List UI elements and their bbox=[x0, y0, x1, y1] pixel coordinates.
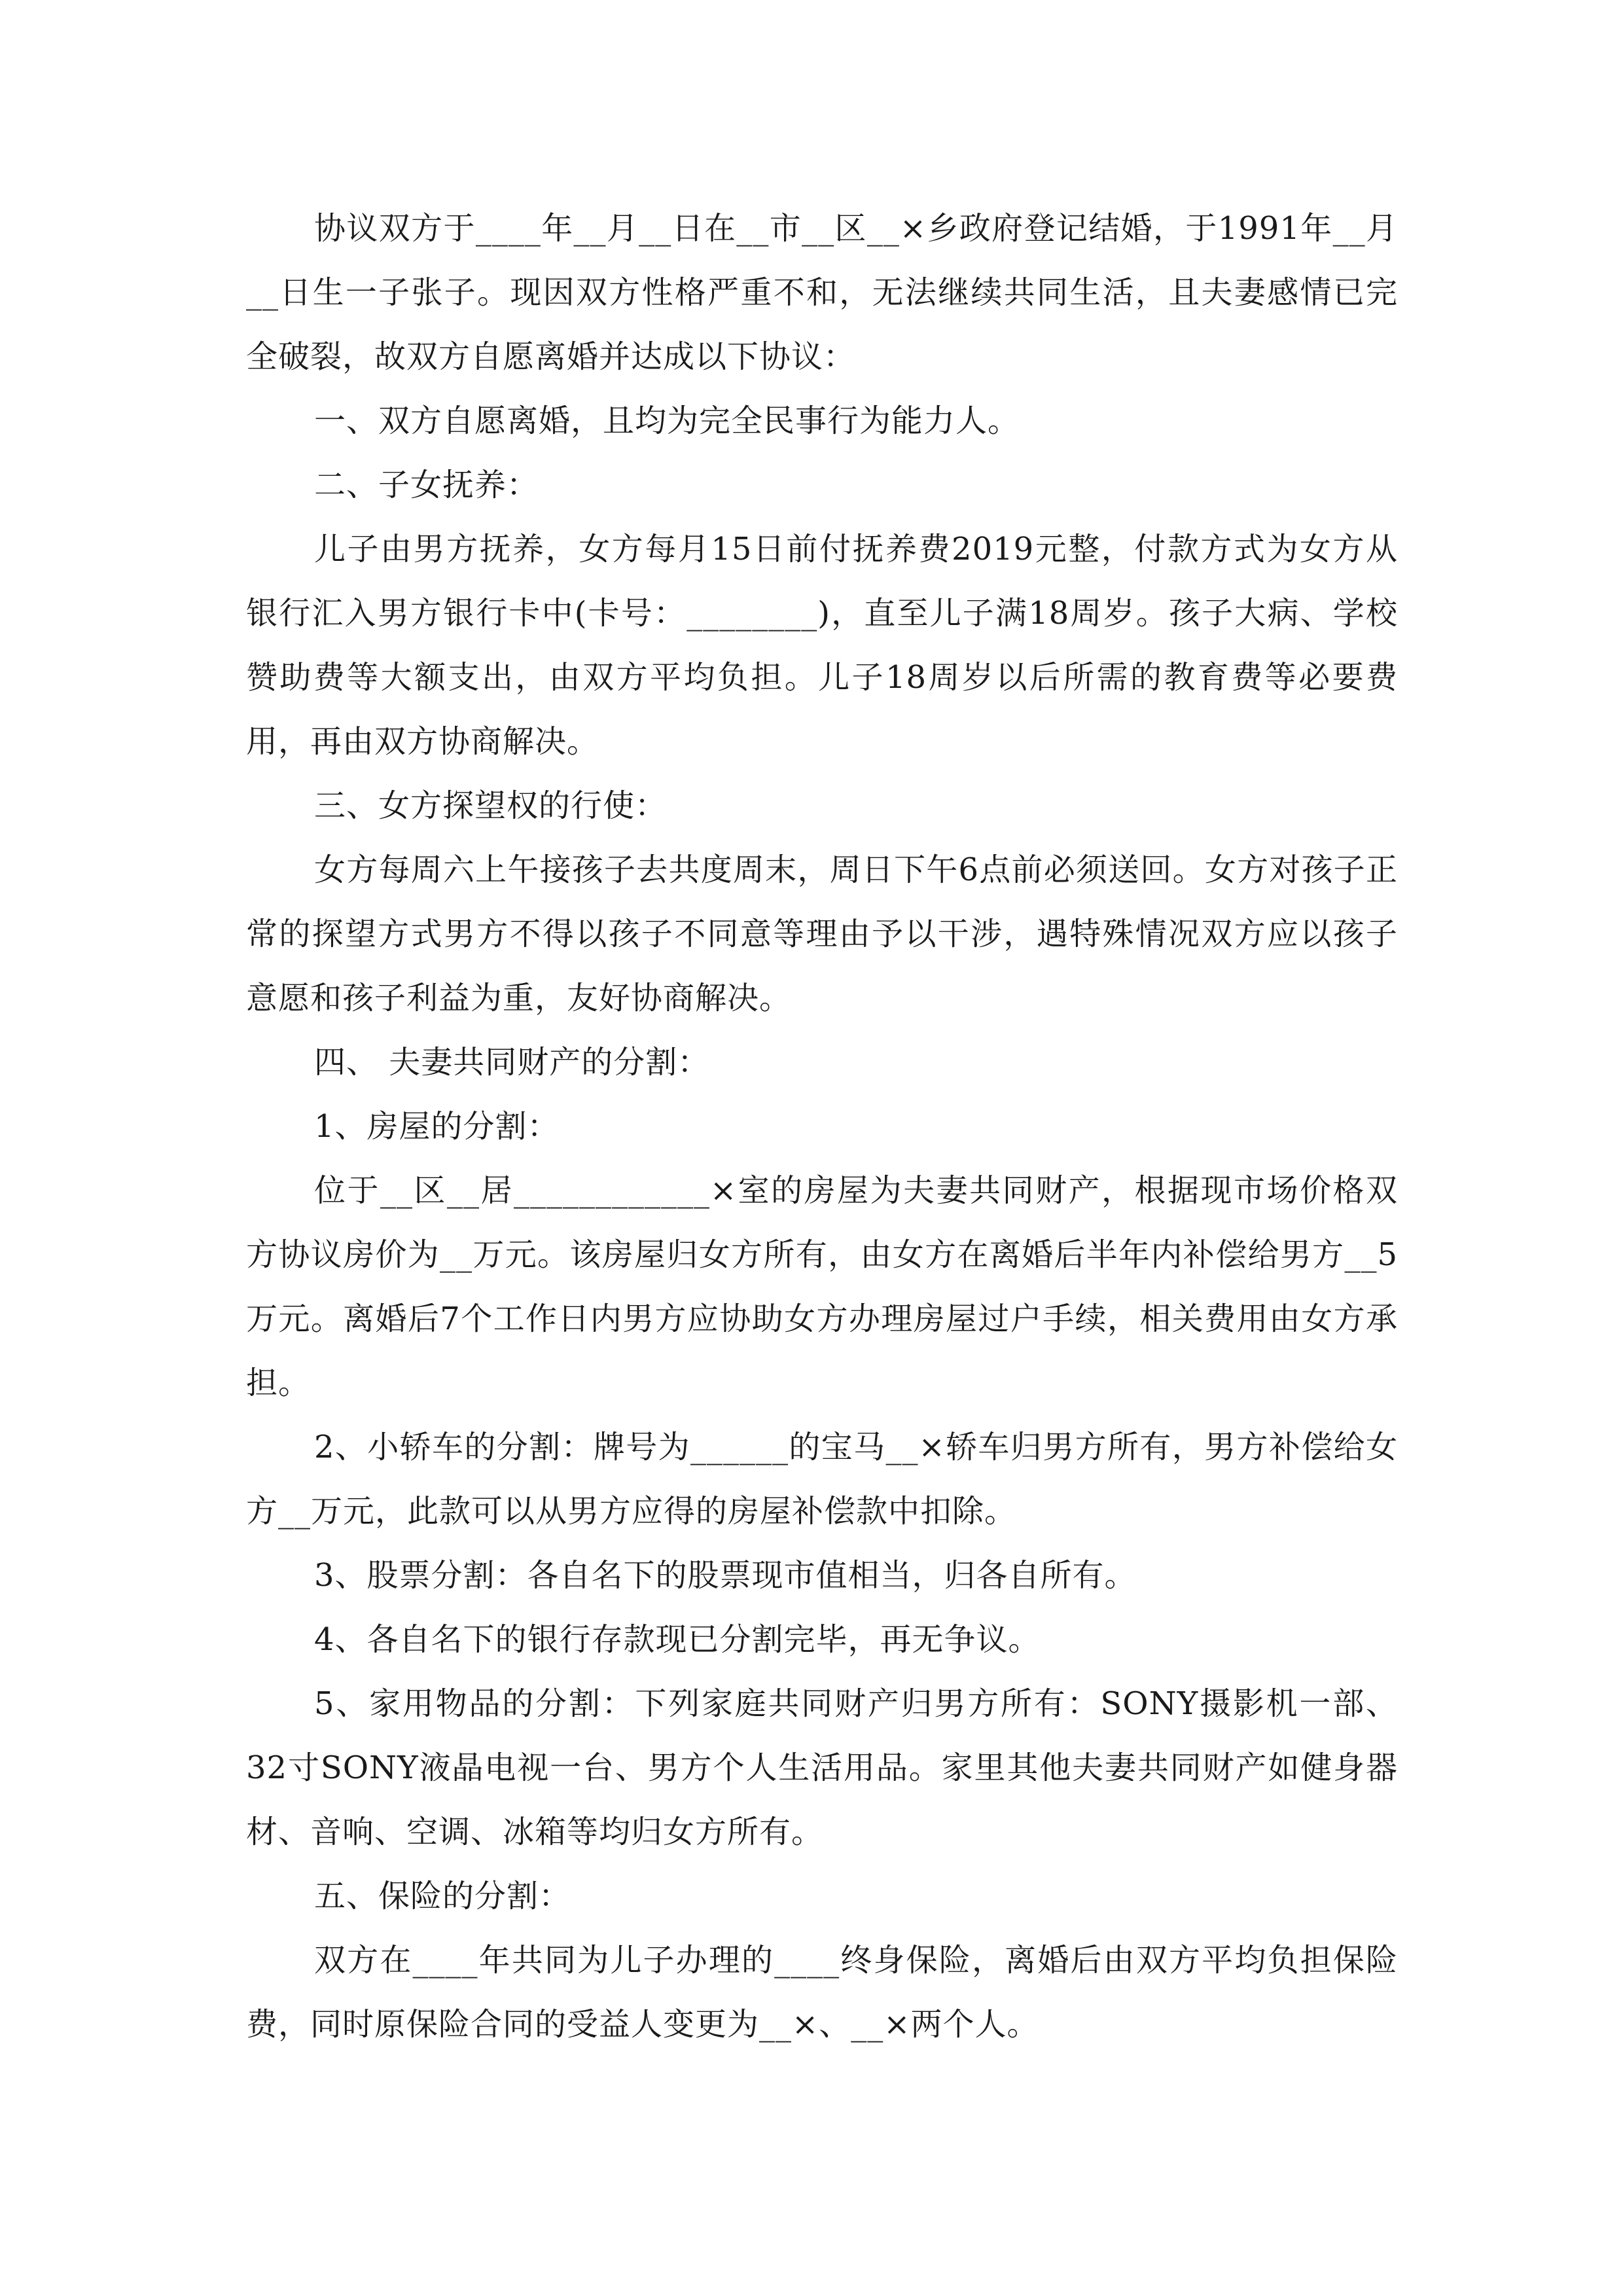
paragraph-insurance-division: 双方在____年共同为儿子办理的____终身保险，离婚后由双方平均负担保险费，同时原保险合同的受益人变更为__×、__×两个人。 bbox=[246, 1942, 1398, 2043]
heading-visitation: 三、女方探望权的行使： bbox=[314, 787, 668, 824]
paragraph-car-division: 2、小轿车的分割：牌号为______的宝马__×轿车归男方所有，男方补偿给女方__万元，此款可以从男方应得的房屋补偿款中扣除。 bbox=[246, 1429, 1398, 1530]
heading-property-division: 四、 夫妻共同财产的分割： bbox=[314, 1044, 710, 1081]
paragraph-visitation: 女方每周六上午接孩子去共度周末，周日下午6点前必须送回。女方对孩子正常的探望方式男方不得以孩子不同意等理由予以干涉，遇特殊情况双方应以孩子意愿和孩子利益为重，友好协商解决。 bbox=[246, 852, 1398, 1016]
agreement-body bbox=[246, 196, 1398, 2056]
paragraph-house-division: 位于__区__居____________×室的房屋为夫妻共同财产，根据现市场价格双方协议房价为__万元。该房屋归女方所有，由女方在离婚后半年内补偿给男方__5万元。离婚后7个工作日内男方应协助女方办理房屋过户手续，相关费用由女方承担。 bbox=[246, 1172, 1398, 1401]
heading-insurance-division: 五、保险的分割： bbox=[314, 1878, 571, 1914]
paragraph-stock-division: 3、股票分割：各自名下的股票现市值相当，归各自所有。 bbox=[314, 1557, 1137, 1594]
heading-house-division: 1、房屋的分割： bbox=[314, 1108, 560, 1145]
paragraph-child-custody: 儿子由男方抚养，女方每月15日前付抚养费2019元整，付款方式为女方从银行汇入男方银行卡中(卡号：________)，直至儿子满18周岁。孩子大病、学校赞助费等大额支出，由双方平均负担。儿子18周岁以后所需的教育费等必要费用，再由双方协商解决。 bbox=[246, 531, 1398, 760]
paragraph-bank-deposits: 4、各自名下的银行存款现已分割完毕，再无争议。 bbox=[314, 1621, 1041, 1658]
paragraph-intro: 协议双方于____年__月__日在__市__区__×乡政府登记结婚，于1991年__月__日生一子张子。现因双方性格严重不和，无法继续共同生活，且夫妻感情已完全破裂，故双方自愿离婚并达成以下协议： bbox=[246, 210, 1398, 375]
paragraph-voluntary-divorce: 一、双方自愿离婚，且均为完全民事行为能力人。 bbox=[314, 403, 1020, 439]
paragraph-household-items: 5、家用物品的分割：下列家庭共同财产归男方所有：SONY摄影机一部、32寸SONY液晶电视一台、男方个人生活用品。家里其他夫妻共同财产如健身器材、音响、空调、冰箱等均归女方所有。 bbox=[246, 1685, 1398, 1850]
heading-child-custody: 二、子女抚养： bbox=[314, 467, 539, 503]
